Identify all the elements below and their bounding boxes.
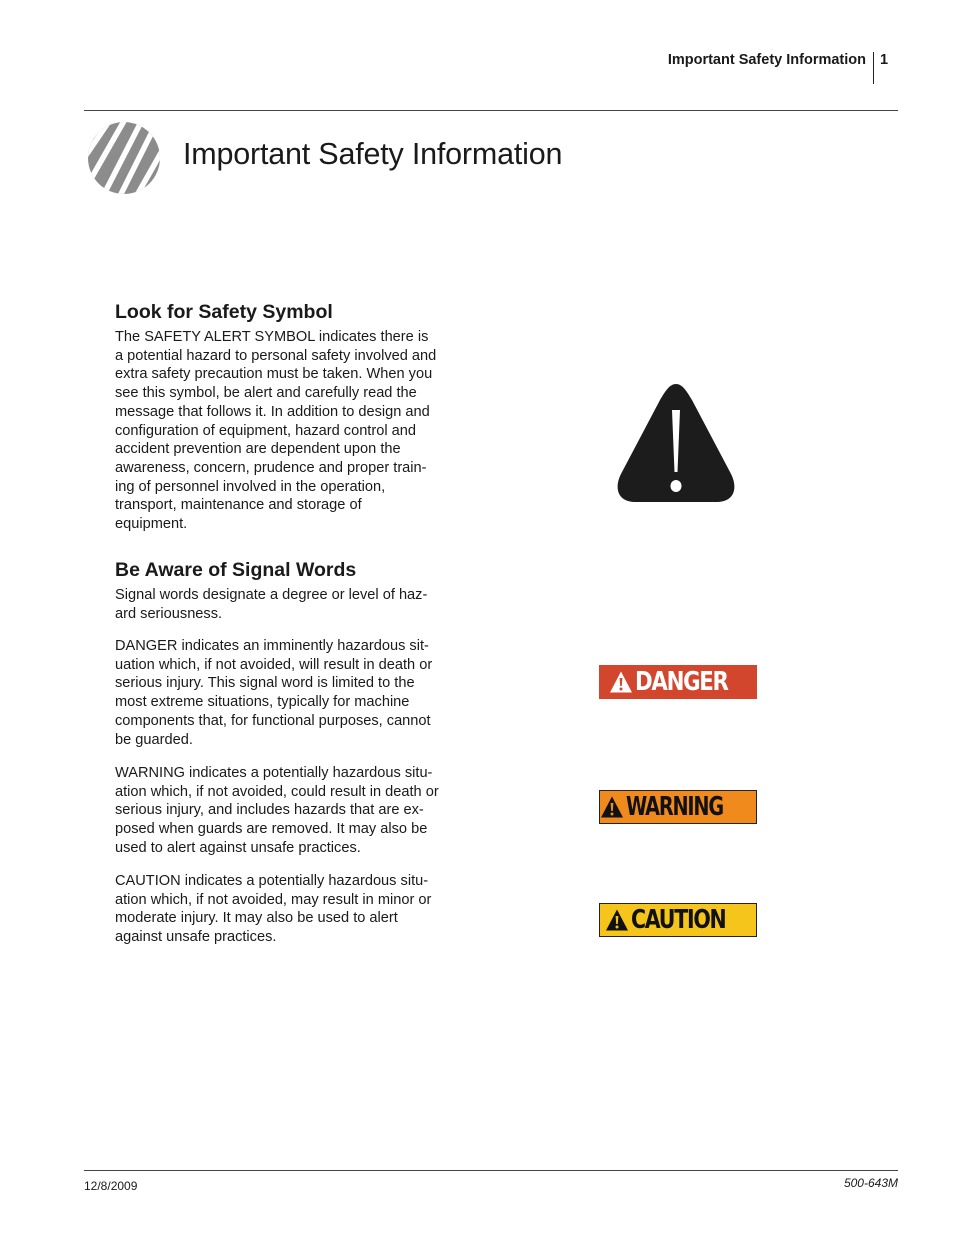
section-heading-signal-words: Be Aware of Signal Words [115,559,357,581]
caution-signal-label [599,903,757,937]
exclamation-triangle-icon [614,380,738,506]
header-section-title: Important Safety Information [667,52,866,68]
header-separator [873,52,874,84]
footer-doc-number: 500-643M [843,1176,898,1190]
page-number: 1 [880,52,889,68]
paragraph-signal-words-intro: Signal words designate a degree or level of haz- ard seriousness. [115,587,428,622]
footer-rule [84,1170,898,1171]
alert-triangle-icon [605,908,629,932]
paragraph-danger: DANGER indicates an imminently hazardous sit- uation which, if not avoided, will result in death or serious injury. This signal word is limited to the most extreme situations, typically for machine components that, for functional purposes, cannot be guarded. [115,638,433,748]
header-rule [84,110,898,111]
alert-triangle-icon [609,670,633,694]
striped-circle-logo [86,120,162,196]
paragraph-safety-symbol: The SAFETY ALERT SYMBOL indicates there is a potential hazard to personal safety involved and extra safety precaution must be taken. When you see this symbol, be alert and carefully read the message that follows it. In addition to design and configuration of equipment, hazard control and accident prevention are dependent upon the awareness, concern, prudence and proper train- ing of personnel involved in the operation, transport, maintenance and storage of equipment. [115,329,437,533]
caution-word: CAUTION [631,905,726,935]
page-title: Important Safety Information [183,137,563,171]
warning-signal-label [599,790,757,824]
section-heading-safety-symbol: Look for Safety Symbol [115,301,333,323]
footer-date: 12/8/2009 [84,1179,138,1193]
paragraph-warning: WARNING indicates a potentially hazardous situ- ation which, if not avoided, could result in death or serious injury, and includes hazards that are ex- posed when guards are removed. It may also be used to alert against unsafe practices. [115,765,439,856]
danger-word: DANGER [634,667,728,697]
paragraph-caution: CAUTION indicates a potentially hazardous situ- ation which, if not avoided, may result in minor or moderate injury. It may also be used to alert against unsafe practices. [115,873,432,946]
danger-signal-label [599,665,757,699]
warning-word: WARNING [625,792,723,822]
alert-triangle-icon [600,795,624,819]
